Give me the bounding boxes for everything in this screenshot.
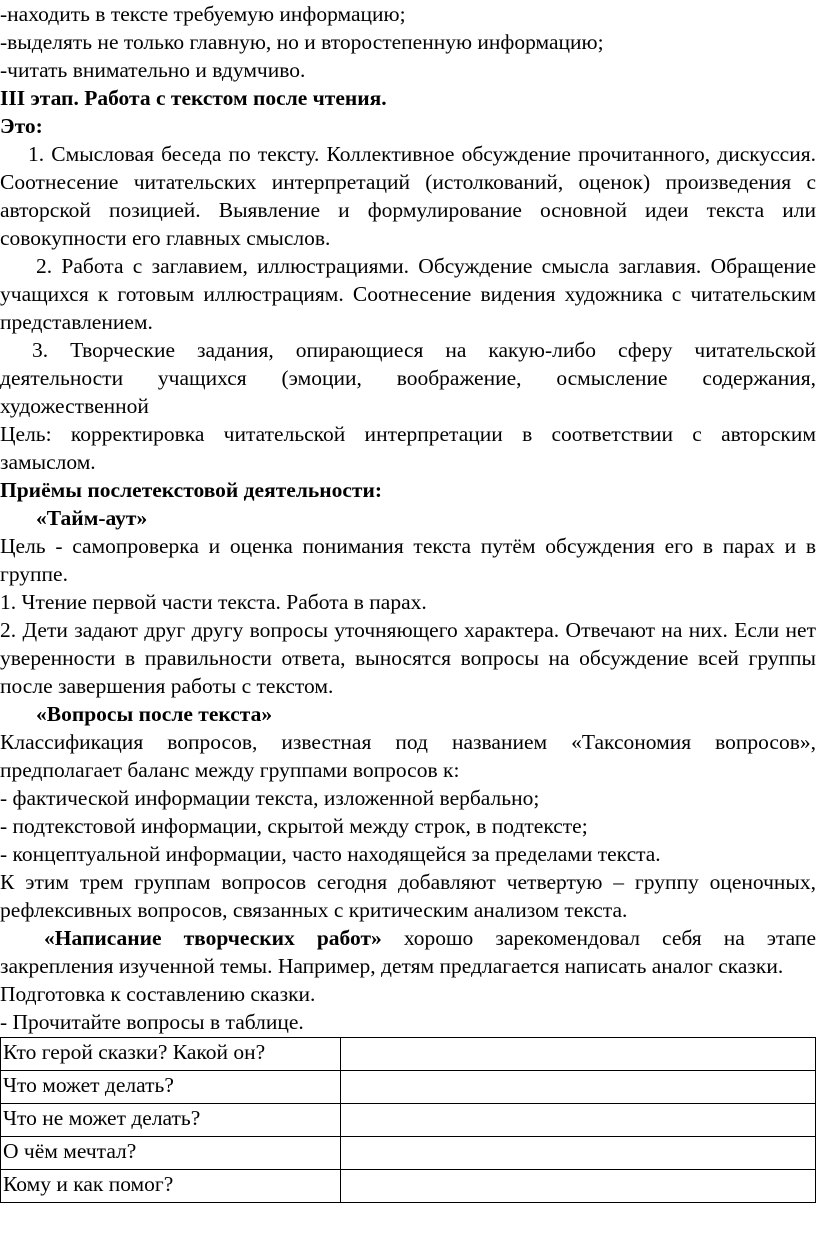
writing-heading: «Написание творческих работ» bbox=[44, 926, 382, 950]
question-cell: О чём мечтал? bbox=[1, 1137, 341, 1170]
question-cell: Кому и как помог? bbox=[1, 1170, 341, 1203]
paragraph-2: 2. Работа с заглавием, иллюстрациями. Обсуждение смысла заглавия. Обращение учащихся к готовым иллюстрациям. Соотнесение видения художника с читательским представлением. bbox=[0, 254, 816, 334]
eto-label: Это: bbox=[0, 114, 43, 138]
question-cell: Что может делать? bbox=[1, 1071, 341, 1104]
read-questions-line: - Прочитайте вопросы в таблице. bbox=[0, 1010, 304, 1034]
table-row bbox=[1, 1071, 816, 1104]
text-line: -выделять не только главную, но и второстепенную информацию; bbox=[0, 30, 604, 54]
questions-table bbox=[0, 1037, 816, 1203]
prep-line: Подготовка к составлению сказки. bbox=[0, 982, 316, 1006]
timeout-heading: «Тайм-аут» bbox=[36, 506, 148, 530]
answer-cell[interactable] bbox=[341, 1170, 816, 1203]
answer-cell[interactable] bbox=[341, 1071, 816, 1104]
goal-2-paragraph: Цель - самопроверка и оценка понимания текста путём обсуждения его в парах и в группе. bbox=[0, 534, 816, 586]
bullet-2: - подтекстовой информации, скрытой между строк, в подтексте; bbox=[0, 814, 588, 838]
bullet-3: - концептуальной информации, часто находящейся за пределами текста. bbox=[0, 842, 661, 866]
text-line: -находить в тексте требуемую информацию; bbox=[0, 2, 406, 26]
step-1: 1. Чтение первой части текста. Работа в парах. bbox=[0, 590, 427, 614]
classification-paragraph: Классификация вопросов, известная под названием «Таксономия вопросов», предполагает баланс между группами вопросов к: bbox=[0, 730, 816, 782]
fourth-group-paragraph: К этим трем группам вопросов сегодня добавляют четвертую – группу оценочных, рефлексивных вопросов, связанных с критическим анализом текста. bbox=[0, 870, 816, 922]
text-line: -читать внимательно и вдумчиво. bbox=[0, 58, 306, 82]
paragraph-3: 3. Творческие задания, опирающиеся на какую-либо сферу читательской деятельности учащихся (эмоции, воображение, осмысление содержания, художественной bbox=[0, 338, 816, 418]
goal-paragraph: Цель: корректировка читательской интерпретации в соответствии с авторским замыслом. bbox=[0, 422, 816, 474]
questions-heading: «Вопросы после текста» bbox=[36, 702, 273, 726]
answer-cell[interactable] bbox=[341, 1038, 816, 1071]
stage-heading: III этап. Работа с текстом после чтения. bbox=[0, 86, 387, 110]
writing-paragraph bbox=[0, 924, 816, 980]
table-row bbox=[1, 1137, 816, 1170]
writing-text: хорошо зарекомендовал себя на этапе закрепления изученной темы. Например, детям предлагается написать аналог сказки. bbox=[0, 926, 816, 978]
question-cell: Что не может делать? bbox=[1, 1104, 341, 1137]
paragraph-1: 1. Смысловая беседа по тексту. Коллективное обсуждение прочитанного, дискуссия. Соотнесение читательских интерпретаций (истолкований, оценок) произведения с авторской позицией. Выявление и формулирование основной идеи текста или совокупности его главных смыслов. bbox=[0, 142, 816, 250]
table-row bbox=[1, 1170, 816, 1203]
table-row bbox=[1, 1038, 816, 1071]
step-2: 2. Дети задают друг другу вопросы уточняющего характера. Отвечают на них. Если нет уверенности в правильности ответа, выносятся вопросы на обсуждение всей группы после завершения работы с текстом. bbox=[0, 618, 816, 698]
question-cell: Кто герой сказки? Какой он? bbox=[1, 1038, 341, 1071]
table-row bbox=[1, 1104, 816, 1137]
bullet-1: - фактической информации текста, изложенной вербально; bbox=[0, 786, 540, 810]
answer-cell[interactable] bbox=[341, 1137, 816, 1170]
answer-cell[interactable] bbox=[341, 1104, 816, 1137]
techniques-heading: Приёмы послетекстовой деятельности: bbox=[0, 478, 383, 502]
